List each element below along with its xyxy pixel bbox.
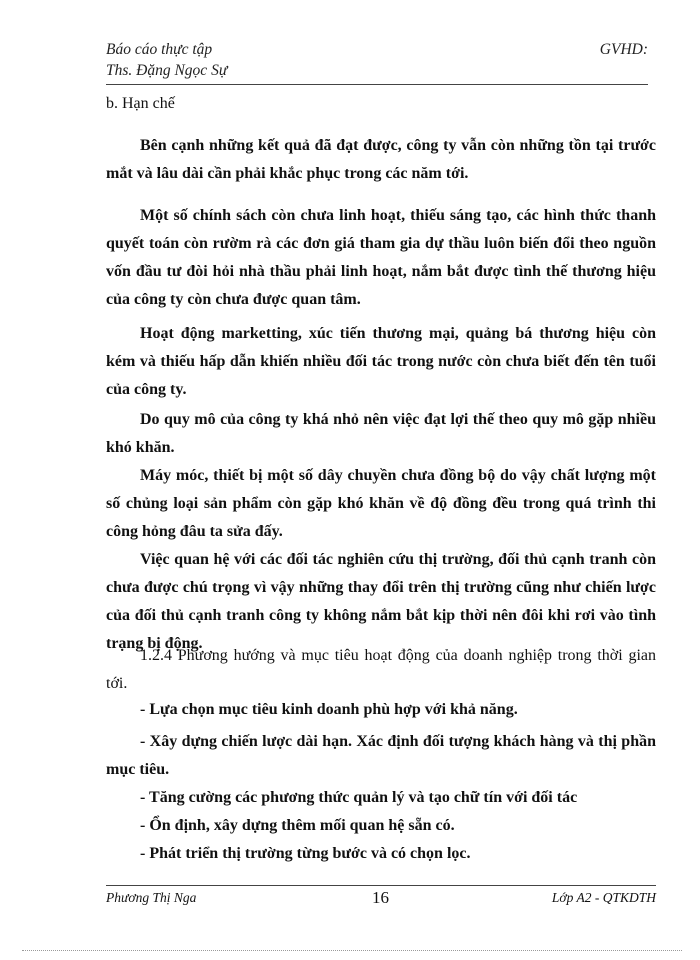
section-heading-limitations: b. Hạn chế [106, 95, 175, 112]
header-divider [106, 84, 648, 85]
footer-divider [106, 885, 656, 886]
footer-author-name: Phương Thị Nga [106, 890, 197, 905]
section-heading-1-2-4: 1.2.4 Phương hướng và mục tiêu hoạt động của doanh nghiệp trong thời gian tới. [106, 647, 656, 692]
paragraph-2: Một số chính sách còn chưa linh hoạt, thiếu sáng tạo, các hình thức thanh quyết toán còn rườm rà các đơn giá tham gia dự thầu luôn biến đổi theo nguồn vốn đầu tư đòi hỏi nhà thầu phải linh hoạt, nắm bắt được tình thế thương hiệu của công ty còn chưa được quan tâm. [106, 207, 656, 308]
bullet-item-2: - Xây dựng chiến lược dài hạn. Xác định đối tượng khách hàng và thị phần mục tiêu. [106, 733, 656, 778]
bullet-item-4: - Ổn định, xây dựng thêm mối quan hệ sẵn có. [140, 817, 455, 834]
paragraph-3: Hoạt động marketting, xúc tiến thương mại, quảng bá thương hiệu còn kém và thiếu hấp dẫn khiến nhiều đối tác trong nước còn chưa biết đến tên tuổi của công ty. [106, 325, 656, 398]
page-header [106, 36, 648, 86]
bullet-item-1: - Lựa chọn mục tiêu kinh doanh phù hợp với khả năng. [140, 701, 518, 718]
bullet-item-5: - Phát triển thị trường từng bước và có chọn lọc. [140, 845, 471, 862]
footer-class-name: Lớp A2 - QTKDTH [551, 890, 656, 905]
header-report-title: Báo cáo thực tập [106, 41, 213, 58]
page-bottom-dotted-border [22, 950, 682, 951]
header-supervisor-label: GVHD: [599, 41, 648, 58]
paragraph-4: Do quy mô của công ty khá nhỏ nên việc đạt lợi thế theo quy mô gặp nhiều khó khăn. [106, 411, 656, 456]
page-footer [106, 888, 656, 912]
bullet-item-3: - Tăng cường các phương thức quản lý và tạo chữ tín với đối tác [140, 789, 578, 806]
header-supervisor-name: Ths. Đặng Ngọc Sự [106, 62, 228, 79]
paragraph-5: Máy móc, thiết bị một số dây chuyền chưa đồng bộ do vậy chất lượng một số chủng loại sản phẩm còn gặp khó khăn về độ đồng đều trong quá trình thi công hỏng đâu ta sửa đấy. [106, 467, 656, 540]
page-number: 16 [372, 888, 389, 907]
paragraph-1: Bên cạnh những kết quả đã đạt được, công ty vẫn còn những tồn tại trước mắt và lâu dài cần phải khắc phục trong các năm tới. [106, 137, 656, 182]
paragraph-6: Việc quan hệ với các đối tác nghiên cứu thị trường, đối thủ cạnh tranh còn chưa được chú trọng vì vậy những thay đổi trên thị trường cũng như chiến lược của đối thủ cạnh tranh công ty không nắm bắt kịp thời nên đôi khi rơi vào tình trạng bị động. [106, 551, 656, 652]
